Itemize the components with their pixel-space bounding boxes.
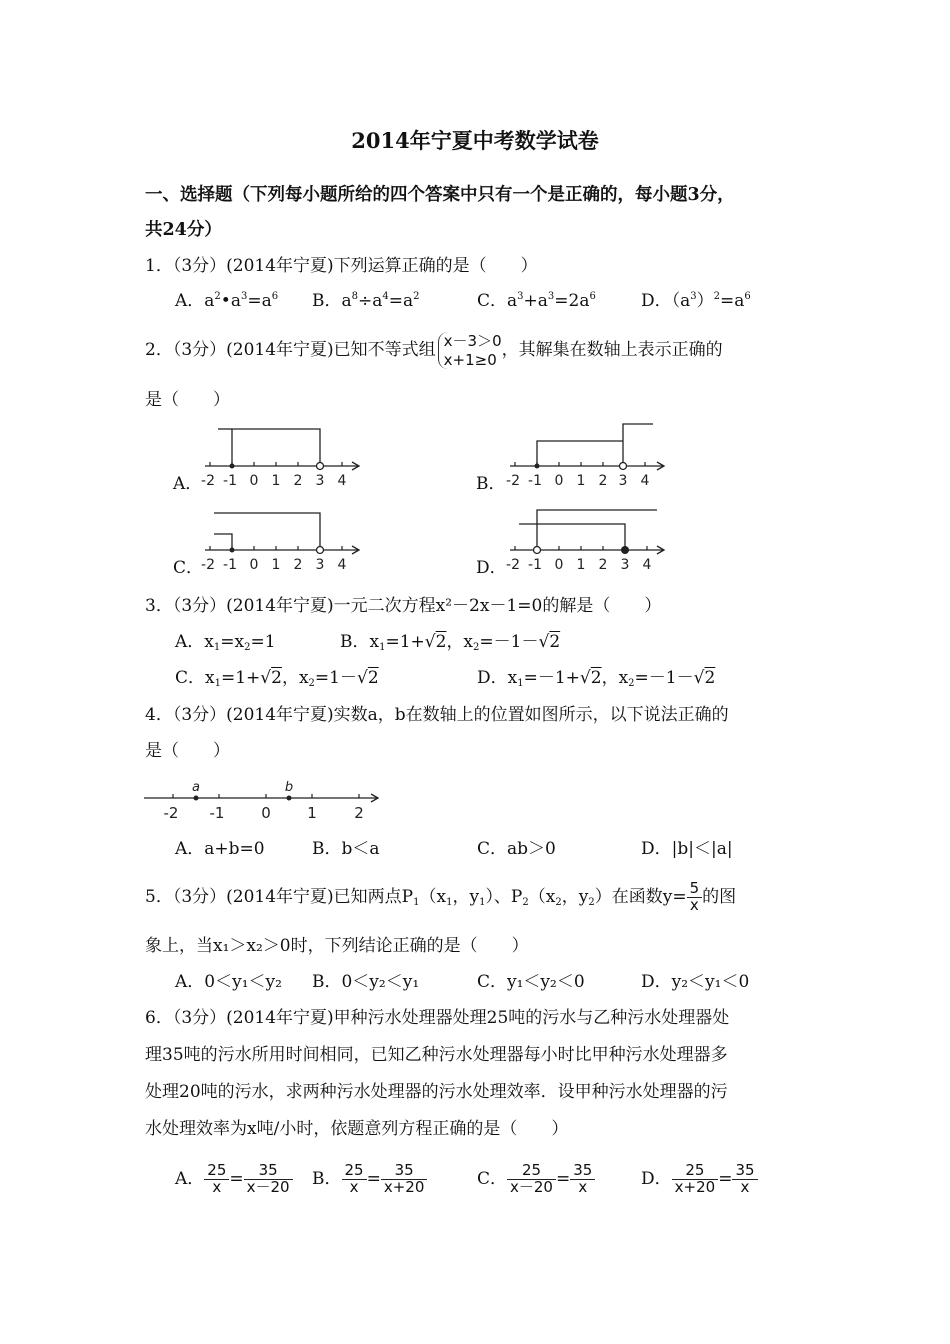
q5-option-a: A．0＜y₁＜y₂ <box>175 972 282 992</box>
point-a-label: a <box>192 780 200 795</box>
q5-stem-cont: 象上，当x₁＞x₂＞0时，下列结论正确的是（ ） <box>145 936 529 956</box>
q6-option-d: D． $\frac{25}{x+20}$ = $\frac{35}{x}$ <box>641 1158 758 1200</box>
section-heading-cont: 共24分） <box>145 220 222 240</box>
svg-text:-2: -2 <box>163 804 179 822</box>
q2-option-a-label: A． <box>173 474 203 494</box>
q6-stem-line1: 6．（3分）(2014年宁夏)甲种污水处理器处理25吨的污水与乙种污水处理器处 <box>145 1008 730 1028</box>
q6-option-c: C． $\frac{25}{x-20}$ = $\frac{35}{x}$ <box>477 1158 595 1200</box>
q2-number-line-b <box>505 420 675 490</box>
q2-stem: 2．（3分）(2014年宁夏)已知不等式组 x－3＞0 x+1≥0 ，其解集在数轴上表示正确的 <box>145 331 723 369</box>
svg-text:2: 2 <box>598 473 608 489</box>
q4-number-line <box>140 776 390 822</box>
q2-option-d-label: D． <box>476 558 507 578</box>
q1-option-d: D．$(a^3)^2=a^6$ <box>641 291 751 311</box>
q2-number-line-d <box>505 504 675 574</box>
q1-option-c: C．$a^3+a^3=2a^6$ <box>477 291 596 311</box>
svg-text:2: 2 <box>354 804 364 822</box>
svg-text:1: 1 <box>307 804 317 822</box>
svg-text:-2: -2 <box>506 557 520 573</box>
svg-text:-2: -2 <box>201 557 215 573</box>
q3-option-a: A．$x_1=x_2=1$ <box>175 632 276 653</box>
q6-option-a: A． $\frac{25}{x}$ = $\frac{35}{x-20}$ <box>175 1158 293 1200</box>
svg-text:4: 4 <box>640 473 650 489</box>
point-b-label: b <box>284 780 294 795</box>
q6-option-b: B． $\frac{25}{x}$ = $\frac{35}{x+20}$ <box>312 1158 427 1200</box>
svg-text:-2: -2 <box>506 473 520 489</box>
svg-text:2: 2 <box>293 557 303 573</box>
svg-text:-1: -1 <box>528 557 542 573</box>
q4-option-b: B．b＜a <box>312 839 380 859</box>
q2-option-b-label: B． <box>476 474 506 494</box>
svg-text:-1: -1 <box>528 473 542 489</box>
svg-text:1: 1 <box>576 557 586 573</box>
q5-option-b: B．0＜y₂＜y₁ <box>312 972 420 992</box>
q2-number-line-c <box>200 504 370 574</box>
q4-option-d: D．|b|＜|a| <box>641 839 733 859</box>
svg-text:-1: -1 <box>209 804 225 822</box>
svg-text:4: 4 <box>337 557 347 573</box>
q1-stem: 1．（3分）(2014年宁夏)下列运算正确的是（ ） <box>145 256 538 276</box>
q5-option-c: C．y₁＜y₂＜0 <box>477 972 585 992</box>
svg-text:3: 3 <box>618 473 628 489</box>
q3-stem: 3．（3分）(2014年宁夏)一元二次方程x²－2x－1=0的解是（ ） <box>145 596 662 616</box>
svg-text:3: 3 <box>315 557 325 573</box>
inequality-system: x－3＞0 x+1≥0 <box>438 332 502 370</box>
svg-text:0: 0 <box>249 557 259 573</box>
svg-text:4: 4 <box>337 473 347 489</box>
q2-number-line-a <box>200 420 370 490</box>
svg-text:0: 0 <box>261 804 271 822</box>
q5-stem: 5．（3分）(2014年宁夏)已知两点$P_1(x_1$，$y_1$）、$P_2(x_2$，$y_2$）在函数y= $\frac{5}{x}$ 的图 <box>145 879 737 914</box>
svg-text:1: 1 <box>271 473 281 489</box>
q4-option-a: A．a+b=0 <box>175 839 265 859</box>
q4-option-c: C．ab＞0 <box>477 839 556 859</box>
q3-option-d: D．$x_1=-1+√2$，$x_2=-1-√2$ <box>477 668 716 689</box>
svg-text:0: 0 <box>554 473 564 489</box>
svg-text:1: 1 <box>271 557 281 573</box>
q3-option-c: C．$x_1=1+√2$，$x_2=1-√2$ <box>175 668 379 689</box>
svg-text:2: 2 <box>293 473 303 489</box>
svg-text:2: 2 <box>598 557 608 573</box>
svg-text:4: 4 <box>642 557 652 573</box>
section-heading: 一、选择题（下列每小题所给的四个答案中只有一个是正确的，每小题3分， <box>145 185 735 205</box>
q1-option-a: A．$a^2•a^3=a^6$ <box>175 291 279 311</box>
q2-stem-cont: 是（ ） <box>145 390 230 410</box>
q4-stem-cont: 是（ ） <box>145 741 230 761</box>
q4-stem: 4．（3分）(2014年宁夏)实数a，b在数轴上的位置如图所示，以下说法正确的 <box>145 705 729 725</box>
svg-text:0: 0 <box>249 473 259 489</box>
q6-stem-line2: 理35吨的污水所用时间相同，已知乙种污水处理器每小时比甲种污水处理器多 <box>145 1045 728 1065</box>
q6-stem-line3: 处理20吨的污水，求两种污水处理器的污水处理效率．设甲种污水处理器的污 <box>145 1082 728 1102</box>
svg-text:1: 1 <box>576 473 586 489</box>
svg-text:-1: -1 <box>223 557 237 573</box>
svg-text:0: 0 <box>554 557 564 573</box>
q5-option-d: D．y₂＜y₁＜0 <box>641 972 750 992</box>
page-title: 2014年宁夏中考数学试卷 <box>351 128 599 153</box>
q3-option-b: B．$x_1=1+√2$，$x_2=-1-√2$ <box>340 632 561 653</box>
q6-stem-line4: 水处理效率为x吨/小时，依题意列方程正确的是（ ） <box>145 1119 569 1139</box>
svg-text:-1: -1 <box>223 473 237 489</box>
svg-text:3: 3 <box>315 473 325 489</box>
svg-text:-2: -2 <box>201 473 215 489</box>
q1-option-b: B．$a^8\div a^4=a^2$ <box>312 291 420 311</box>
svg-text:3: 3 <box>620 557 630 573</box>
q2-option-c-label: C． <box>173 558 204 578</box>
